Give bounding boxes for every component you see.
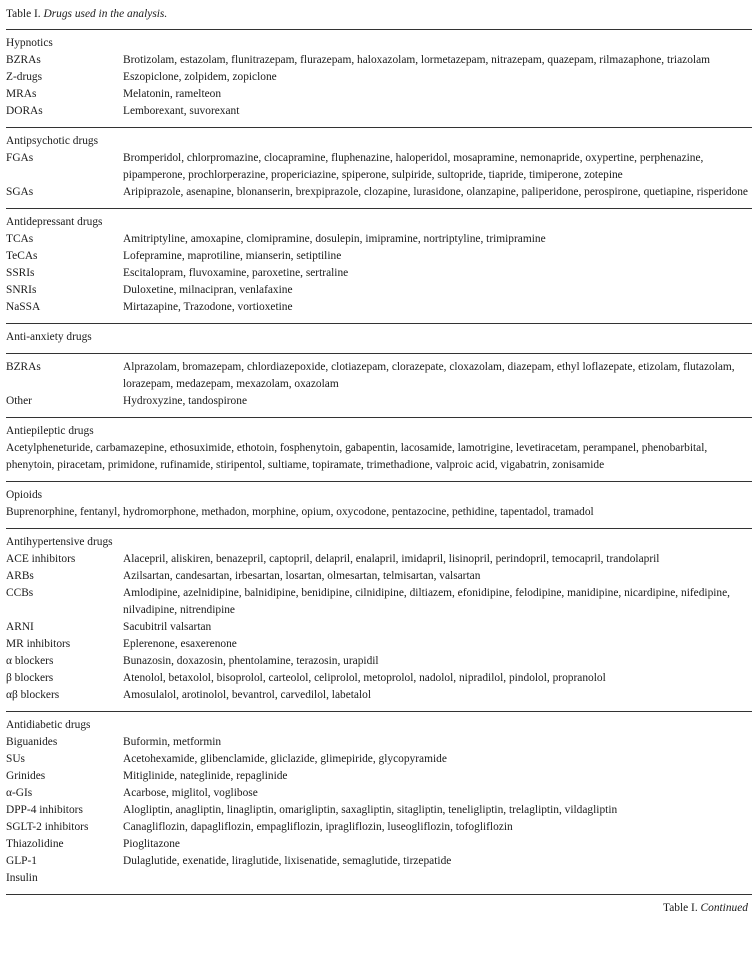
section-drug-list: Acetylpheneturide, carbamazepine, ethosuximide, ethotoin, fosphenytoin, gabapentin, lacosamide, lamotrigine, levetiracetam, perampanel, phenobarbital, phenytoin, piracetam, primidone, rufinamide, stiripentol, sultiame, topiramate, trimethadione, valproic acid, vigabatrin, zonisamide xyxy=(6,442,708,471)
table-row xyxy=(6,785,752,802)
section-drug-list: Buprenorphine, fentanyl, hydromorphone, methadon, morphine, opium, oxycodone, pentazocine, pethidine, tapentadol, tramadol xyxy=(6,506,594,518)
drug-class-label: Other xyxy=(6,395,32,407)
table-page xyxy=(6,0,752,917)
drug-list: Eplerenone, esaxerenone xyxy=(123,638,237,650)
table-row xyxy=(6,231,752,248)
drug-list: Aripiprazole, asenapine, blonanserin, brexpiprazole, clozapine, lurasidone, olanzapine, paliperidone, perospirone, quetiapine, risperidone xyxy=(123,186,748,198)
table-section xyxy=(6,712,752,894)
table-section xyxy=(6,418,752,481)
drug-list: Amlodipine, azelnidipine, balnidipine, benidipine, cilnidipine, diltiazem, efonidipine, felodipine, manidipine, nicardipine, nifedipine, nilvadipine, nitrendipine xyxy=(123,587,731,616)
table-row xyxy=(6,103,752,120)
section-heading: Antidepressant drugs xyxy=(6,216,103,228)
drug-list: Alacepril, aliskiren, benazepril, captopril, delapril, enalapril, imidapril, lisinopril, perindopril, temocapril, trandolapril xyxy=(123,553,660,565)
drug-class-label: ACE inhibitors xyxy=(6,553,76,565)
drug-class-label: FGAs xyxy=(6,152,34,164)
table-row xyxy=(6,636,752,653)
drug-class-label: SGAs xyxy=(6,186,34,198)
drug-class-label: GLP-1 xyxy=(6,855,38,867)
drug-list: Sacubitril valsartan xyxy=(123,621,212,633)
table-row xyxy=(6,551,752,568)
drug-list: Eszopiclone, zolpidem, zopiclone xyxy=(123,71,277,83)
drug-list: Lemborexant, suvorexant xyxy=(123,105,240,117)
drug-list: Acarbose, miglitol, voglibose xyxy=(123,787,258,799)
table-row xyxy=(6,836,752,853)
drug-list: Acetohexamide, glibenclamide, gliclazide, glimepiride, glycopyramide xyxy=(123,753,447,765)
drug-list: Alogliptin, anagliptin, linagliptin, omarigliptin, saxagliptin, sitagliptin, teneligliptin, trelagliptin, vildagliptin xyxy=(123,804,618,816)
drug-class-label: TeCAs xyxy=(6,250,38,262)
drug-class-label: MR inhibitors xyxy=(6,638,71,650)
caption-label: Table I. xyxy=(6,8,41,20)
table-row xyxy=(6,150,752,184)
drug-list: Dulaglutide, exenatide, liraglutide, lixisenatide, semaglutide, tirzepatide xyxy=(123,855,452,867)
footer-continued: Continued xyxy=(700,902,748,914)
table-row xyxy=(6,734,752,751)
drug-list: Lofepramine, maprotiline, mianserin, setiptiline xyxy=(123,250,342,262)
table-row xyxy=(6,359,752,393)
table-section xyxy=(6,30,752,127)
table-row xyxy=(6,819,752,836)
caption-title: Drugs used in the analysis. xyxy=(43,8,168,20)
table-caption xyxy=(6,6,752,23)
table-row xyxy=(6,751,752,768)
drug-class-label: Biguanides xyxy=(6,736,58,748)
section-heading: Antihypertensive drugs xyxy=(6,536,113,548)
table-row xyxy=(6,870,752,887)
drug-class-label: DORAs xyxy=(6,105,43,117)
table-row xyxy=(6,52,752,69)
drug-class-label: α blockers xyxy=(6,655,54,667)
drug-class-label: SSRIs xyxy=(6,267,35,279)
drug-class-label: CCBs xyxy=(6,587,34,599)
section-heading: Antidiabetic drugs xyxy=(6,719,91,731)
table-row xyxy=(6,282,752,299)
table-row xyxy=(6,802,752,819)
section-heading: Antiepileptic drugs xyxy=(6,425,94,437)
table-section xyxy=(6,354,752,417)
table-row xyxy=(6,184,752,201)
table-row xyxy=(6,687,752,704)
table-section xyxy=(6,482,752,528)
footer-label: Table I. xyxy=(663,902,698,914)
table-row xyxy=(6,768,752,785)
drug-list: Atenolol, betaxolol, bisoprolol, carteolol, celiprolol, metoprolol, nadolol, nipradilol, pindolol, propranolol xyxy=(123,672,606,684)
table-row xyxy=(6,248,752,265)
drug-list: Buformin, metformin xyxy=(123,736,222,748)
table-row xyxy=(6,653,752,670)
drug-list: Amitriptyline, amoxapine, clomipramine, dosulepin, imipramine, nortriptyline, trimipramine xyxy=(123,233,546,245)
section-heading: Opioids xyxy=(6,489,43,501)
drug-class-label: α-GIs xyxy=(6,787,33,799)
table-body xyxy=(6,29,752,894)
table-row xyxy=(6,393,752,410)
drug-list xyxy=(123,870,752,887)
drug-list: Duloxetine, milnacipran, venlafaxine xyxy=(123,284,293,296)
table-footer xyxy=(6,900,752,917)
drug-list: Hydroxyzine, tandospirone xyxy=(123,395,248,407)
table-section xyxy=(6,128,752,208)
table-row xyxy=(6,86,752,103)
drug-list: Bunazosin, doxazosin, phentolamine, terazosin, urapidil xyxy=(123,655,379,667)
drug-list: Melatonin, ramelteon xyxy=(123,88,222,100)
drug-class-label: Grinides xyxy=(6,770,46,782)
table-row xyxy=(6,670,752,687)
drug-class-label: Z-drugs xyxy=(6,71,43,83)
drug-class-label: SNRIs xyxy=(6,284,37,296)
table-row xyxy=(6,619,752,636)
table-row xyxy=(6,568,752,585)
table-row xyxy=(6,585,752,619)
drug-list: Mitiglinide, nateglinide, repaglinide xyxy=(123,770,288,782)
drug-class-label: ARBs xyxy=(6,570,34,582)
drug-list: Azilsartan, candesartan, irbesartan, losartan, olmesartan, telmisartan, valsartan xyxy=(123,570,481,582)
drug-class-label: Thiazolidine xyxy=(6,838,64,850)
drug-list: Pioglitazone xyxy=(123,838,180,850)
section-heading: Hypnotics xyxy=(6,37,53,49)
drug-list: Canagliflozin, dapagliflozin, empagliflozin, ipragliflozin, luseogliflozin, tofogliflozin xyxy=(123,821,513,833)
drug-list: Mirtazapine, Trazodone, vortioxetine xyxy=(123,301,293,313)
section-heading: Anti-anxiety drugs xyxy=(6,331,92,343)
drug-class-label: BZRAs xyxy=(6,54,41,66)
table-bottom-rule xyxy=(6,894,752,895)
drug-class-label: αβ blockers xyxy=(6,689,60,701)
table-row xyxy=(6,299,752,316)
drug-list: Amosulalol, arotinolol, bevantrol, carvedilol, labetalol xyxy=(123,689,371,701)
drug-list: Escitalopram, fluvoxamine, paroxetine, sertraline xyxy=(123,267,349,279)
section-heading: Antipsychotic drugs xyxy=(6,135,99,147)
drug-list: Alprazolam, bromazepam, chlordiazepoxide, clotiazepam, clorazepate, cloxazolam, diazepam, ethyl loflazepate, etizolam, flutazolam, lorazepam, medazepam, mexazolam, oxazolam xyxy=(123,361,735,390)
drug-class-label: ARNI xyxy=(6,621,34,633)
drug-class-label: SUs xyxy=(6,753,25,765)
drug-class-label: β blockers xyxy=(6,672,54,684)
drug-class-label: TCAs xyxy=(6,233,34,245)
drug-list: Bromperidol, chlorpromazine, clocapramine, fluphenazine, haloperidol, mosapramine, nemonapride, oxypertine, perphenazine, pipamperone, prochlorperazine, propericiazine, spiperone, sulpiride, sultopride, tiapride, timiperone, zotepine xyxy=(123,152,704,181)
drug-list: Brotizolam, estazolam, flunitrazepam, flurazepam, haloxazolam, lormetazepam, nitrazepam, quazepam, rilmazaphone, triazolam xyxy=(123,54,710,66)
drug-class-label: DPP-4 inhibitors xyxy=(6,804,83,816)
drug-class-label: SGLT-2 inhibitors xyxy=(6,821,89,833)
table-row xyxy=(6,265,752,282)
table-row xyxy=(6,853,752,870)
table-section xyxy=(6,529,752,711)
table-section xyxy=(6,324,752,353)
table-row xyxy=(6,69,752,86)
drug-class-label: Insulin xyxy=(6,872,38,884)
drug-class-label: BZRAs xyxy=(6,361,41,373)
table-section xyxy=(6,209,752,323)
drug-class-label: NaSSA xyxy=(6,301,41,313)
drug-class-label: MRAs xyxy=(6,88,37,100)
